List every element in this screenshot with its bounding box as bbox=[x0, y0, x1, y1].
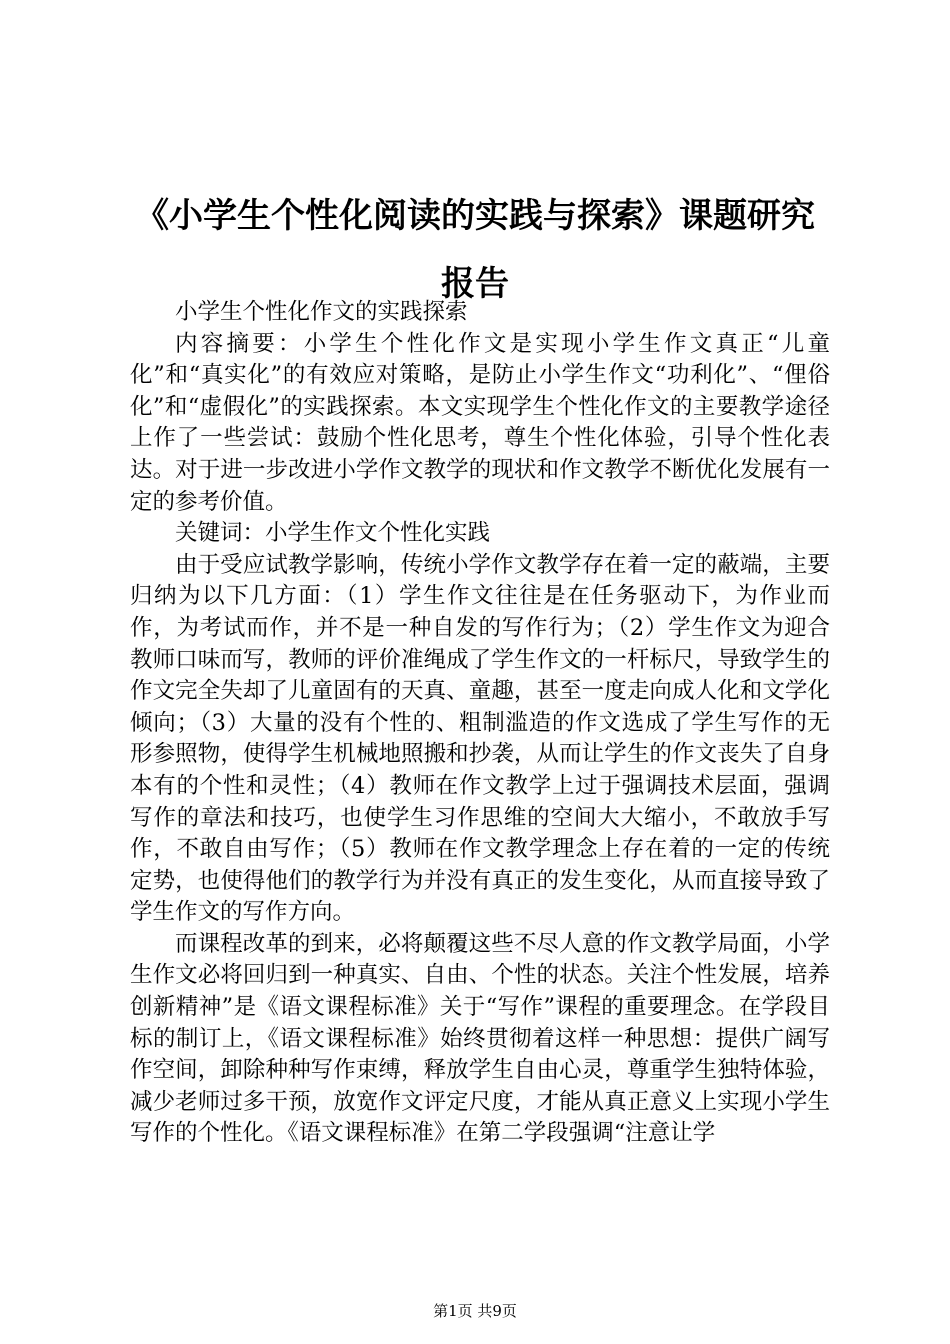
abstract-paragraph: 内容摘要：小学生个性化作文是实现小学生作文真正“儿童化”和“真实化”的有效应对策略，是防止小学生作文“功利化”、“俚俗化”和“虚假化”的实践探索。本文实现学生个性化作文的主要教学途径上作了一些尝试：鼓励个性化思考，尊生个性化体验，引导个性化表达。对于进一步改进小学作文教学的现状和作文教学不断优化发展有一定的参考价值。 bbox=[130, 330, 830, 515]
document-body bbox=[130, 297, 830, 1150]
title-line-1: 《小学生个性化阅读的实践与探索》课题研究 bbox=[135, 196, 815, 236]
keywords-paragraph: 关键词：小学生作文个性化实践 bbox=[175, 520, 491, 547]
body-paragraph: 由于受应试教学影响，传统小学作文教学存在着一定的蔽端，主要归纳为以下几方面：（1）学生作文往往是在任务驱动下，为作业而作，为考试而作，并不是一种自发的写作行为；（2）学生作文为迎合教师口味而写，教师的评价准绳成了学生作文的一杆标尺，导致学生的作文完全失却了儿童固有的天真、童趣，甚至一度走向成人化和文学化倾向；（3）大量的没有个性的、粗制滥造的作文选成了学生写作的无形参照物，使得学生机械地照搬和抄袭，从而让学生的作文丧失了自身本有的个性和灵性；（4）教师在作文教学上过于强调技术层面，强调写作的章法和技巧，也使学生习作思维的空间大大缩小，不敢放手写作，不敢自由写作；（5）教师在作文教学理念上存在着的一定的传统定势，也使得他们的教学行为并没有真正的发生变化，从而直接导致了学生作文的写作方向。 bbox=[130, 551, 830, 926]
page-footer: 第1页 共9页 bbox=[433, 1302, 517, 1320]
subtitle-paragraph: 小学生个性化作文的实践探索 bbox=[175, 299, 468, 325]
body-paragraph: 而课程改革的到来，必将颠覆这些不尽人意的作文教学局面，小学生作文必将回归到一种真实、自由、个性的状态。关注个性发展，培养创新精神”是《语文课程标准》关于“写作”课程的重要理念。在学段目标的制订上，《语文课程标准》始终贯彻着这样一种思想：提供广阔写作空间，卸除种种写作束缚，释放学生自由心灵，尊重学生独特体验，减少老师过多干预，放宽作文评定尺度，才能从真正意义上实现小学生写作的个性化。《语文课程标准》在第二学段强调“注意让学 bbox=[130, 930, 830, 1147]
title-line-2: 报告 bbox=[441, 264, 509, 304]
